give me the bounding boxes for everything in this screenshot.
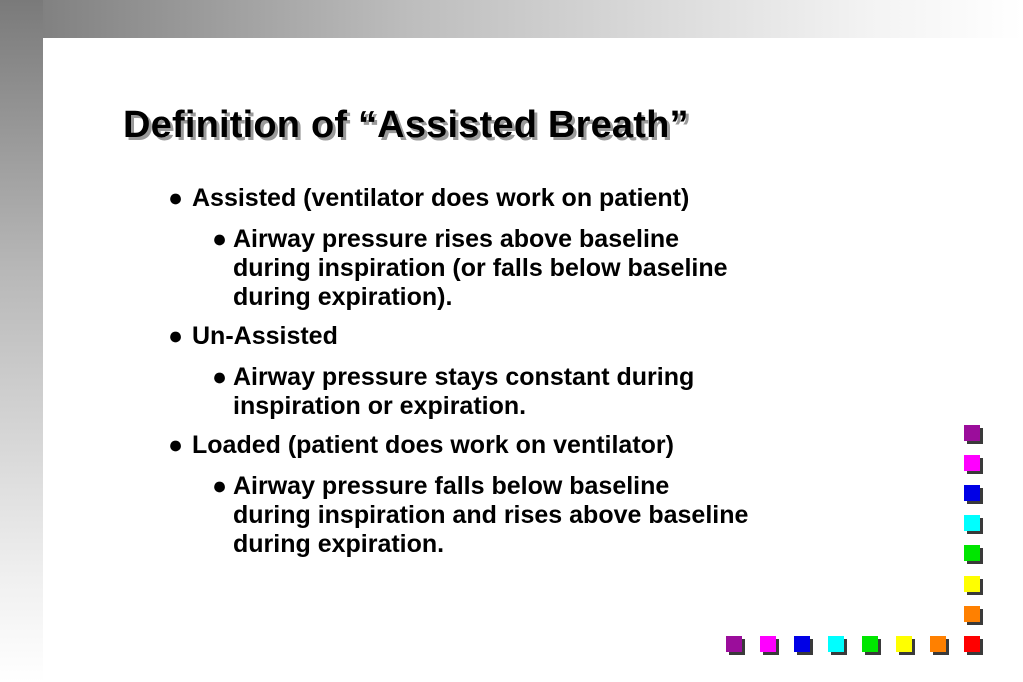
decor-square-icon [964,515,980,531]
sub-bullet-line: during expiration. [233,530,445,558]
sub-bullet-loaded [212,472,748,559]
bullet-label: Assisted (ventilator does work on patient) [192,184,690,212]
bullet-dot-icon: ● [168,322,184,350]
slide-title: Definition of “Assisted Breath” [123,104,689,146]
decor-square-icon [964,485,980,501]
decor-square-icon [964,576,980,592]
decor-square-icon [964,425,980,441]
decor-square-icon [794,636,810,652]
decor-square-icon [760,636,776,652]
bullet-label: Un-Assisted [192,322,338,350]
sub-bullet-dot-icon: ● [212,225,228,253]
decor-square-icon [828,636,844,652]
decor-square-icon [930,636,946,652]
decor-square-icon [862,636,878,652]
sub-bullet-dot-icon: ● [212,363,228,391]
decor-square-icon [964,545,980,561]
bullet-un-assisted [168,322,338,351]
decor-square-icon [964,455,980,471]
sub-bullet-line: inspiration or expiration. [233,392,527,420]
sub-bullet-line: during expiration). [233,283,453,311]
sub-bullet-dot-icon: ● [212,472,228,500]
bullet-dot-icon: ● [168,431,184,459]
bullet-label: Loaded (patient does work on ventilator) [192,431,674,459]
decor-square-icon [896,636,912,652]
sub-bullet-line: Airway pressure falls below baseline [233,472,670,500]
sub-bullet-line: during inspiration (or falls below baseline [233,254,728,282]
sub-bullet-un-assisted [212,363,694,421]
decor-square-icon [726,636,742,652]
sub-bullet-line: during inspiration and rises above baseline [233,501,749,529]
sub-bullet-assisted [212,225,728,312]
bullet-loaded [168,431,674,460]
decor-square-icon [964,636,980,652]
bullet-assisted [168,184,689,213]
sub-bullet-line: Airway pressure stays constant during [233,363,695,391]
decor-square-icon [964,606,980,622]
bullet-dot-icon: ● [168,184,184,212]
sub-bullet-line: Airway pressure rises above baseline [233,225,680,253]
